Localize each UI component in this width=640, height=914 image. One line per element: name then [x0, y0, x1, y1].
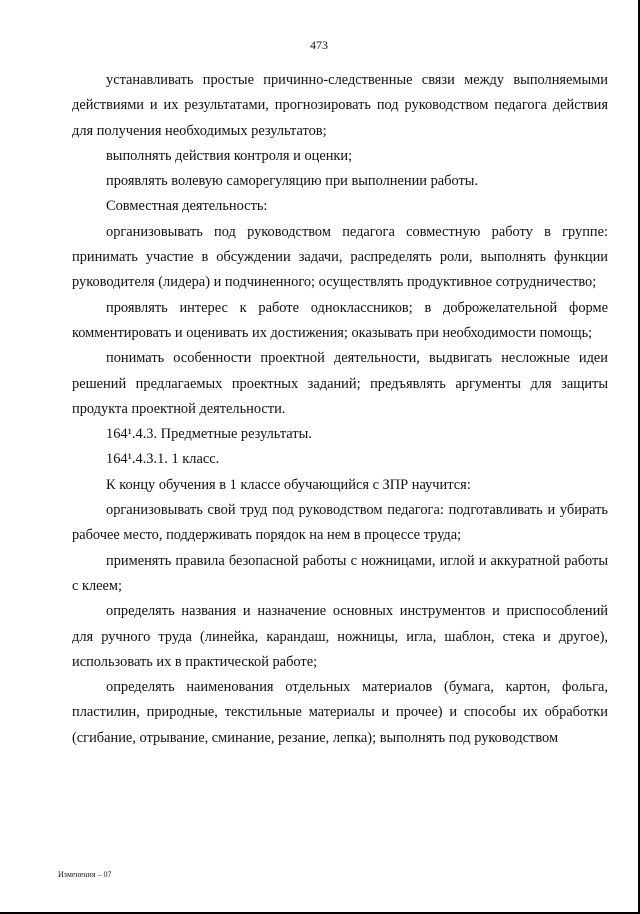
page-number: 473 — [310, 38, 328, 52]
section-heading: 164¹.4.3. Предметные результаты. — [106, 426, 312, 443]
paragraph: организовывать свой труд под руководством педагога: подготавливать и убирать рабочее место, поддерживать порядок на нем в процессе труда; — [72, 502, 608, 544]
subsection-heading: 164¹.4.3.1. 1 класс. — [106, 451, 220, 468]
paragraph: устанавливать простые причинно-следственные связи между выполняемыми действиями и их результатами, прогнозировать под руководством педагога действия для получения необходимых результатов; — [72, 72, 608, 139]
paragraph: проявлять волевую саморегуляцию при выполнении работы. — [106, 173, 479, 190]
body-text — [72, 68, 608, 751]
paragraph: понимать особенности проектной деятельности, выдвигать несложные идеи решений предлагаемых проектных заданий; предъявлять аргументы для защиты продукта проектной деятельности. — [72, 350, 608, 417]
footer-revision-note: Изменения – 07 — [58, 870, 112, 879]
paragraph: Совместная деятельность: — [106, 198, 268, 215]
paragraph: определять названия и назначение основных инструментов и приспособлений для ручного труда (линейка, карандаш, ножницы, игла, шаблон, стека и другое), использовать их в практической работе; — [72, 603, 608, 670]
paragraph: организовывать под руководством педагога совместную работу в группе: принимать участие в обсуждении задачи, распределять роли, выполнять функции руководителя (лидера) и подчиненного; осуществлять продуктивное сотрудничество; — [72, 223, 608, 291]
paragraph: определять наименования отдельных материалов (бумага, картон, фольга, пластилин, природные, текстильные материалы и прочее) и способы их обработки (сгибание, отрывание, сминание, резание, лепка); выполнять под руководством — [72, 679, 608, 746]
paragraph: проявлять интерес к работе одноклассников; в доброжелательной форме комментировать и оценивать их достижения; оказывать при необходимости помощь; — [72, 299, 608, 341]
paragraph: применять правила безопасной работы с ножницами, иглой и аккуратной работы с клеем; — [72, 552, 608, 594]
paragraph: выполнять действия контроля и оценки; — [106, 147, 353, 164]
paragraph: К концу обучения в 1 классе обучающийся с ЗПР научится: — [106, 476, 471, 493]
